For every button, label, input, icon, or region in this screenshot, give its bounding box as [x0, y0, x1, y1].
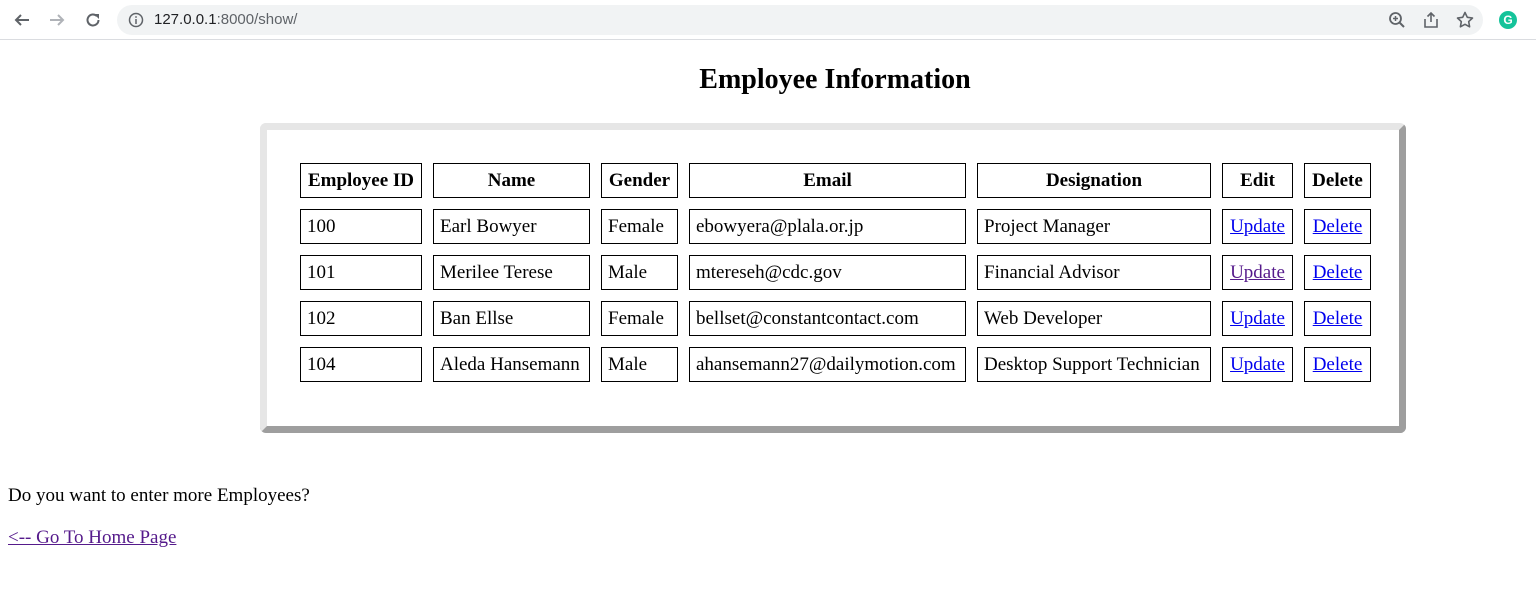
cell-name: Merilee Terese [433, 255, 590, 290]
url-text[interactable] [154, 5, 297, 35]
page-title: Employee Information [699, 64, 971, 95]
info-icon [128, 12, 144, 28]
table-row [300, 347, 1371, 382]
cell-designation: Desktop Support Technician [977, 347, 1211, 382]
site-info-button[interactable] [128, 12, 144, 33]
employee-table-card [260, 123, 1406, 433]
table-row [300, 255, 1371, 290]
update-link[interactable]: Update [1230, 215, 1285, 237]
cell-name: Ban Ellse [433, 301, 590, 336]
cell-employee-id: 101 [300, 255, 422, 290]
update-link[interactable]: Update [1230, 307, 1285, 329]
update-link[interactable]: Update [1230, 261, 1285, 283]
header-gender: Gender [601, 163, 678, 198]
more-employees-question: Do you want to enter more Employees? [8, 485, 310, 506]
share-icon [1421, 10, 1441, 30]
cell-gender: Male [601, 347, 678, 382]
cell-employee-id: 102 [300, 301, 422, 336]
cell-designation: Financial Advisor [977, 255, 1211, 290]
cell-name: Earl Bowyer [433, 209, 590, 244]
header-designation: Designation [977, 163, 1211, 198]
cell-gender: Female [601, 209, 678, 244]
table-row [300, 301, 1371, 336]
reload-button[interactable] [79, 6, 107, 34]
zoom-icon [1387, 10, 1407, 30]
share-button[interactable] [1421, 10, 1441, 30]
update-link[interactable]: Update [1230, 353, 1285, 375]
table-header-row [300, 163, 1371, 198]
header-name: Name [433, 163, 590, 198]
header-email: Email [689, 163, 966, 198]
cell-employee-id: 100 [300, 209, 422, 244]
browser-toolbar [0, 0, 1536, 40]
cell-edit [1222, 347, 1293, 382]
cell-employee-id: 104 [300, 347, 422, 382]
address-bar[interactable] [117, 5, 1483, 35]
header-delete: Delete [1304, 163, 1371, 198]
cell-delete [1304, 347, 1371, 382]
back-button[interactable] [8, 6, 36, 34]
reload-icon [84, 11, 102, 29]
arrow-right-icon [48, 11, 66, 29]
url-path: :8000/show/ [216, 11, 298, 28]
arrow-left-icon [13, 11, 31, 29]
home-page-link[interactable]: <-- Go To Home Page [8, 527, 177, 548]
cell-gender: Female [601, 301, 678, 336]
url-host: 127.0.0.1 [154, 11, 217, 28]
employee-table [289, 152, 1382, 393]
cell-delete [1304, 301, 1371, 336]
zoom-button[interactable] [1387, 10, 1407, 30]
header-edit: Edit [1222, 163, 1293, 198]
delete-link[interactable]: Delete [1312, 353, 1363, 375]
cell-designation: Web Developer [977, 301, 1211, 336]
delete-link[interactable]: Delete [1312, 261, 1363, 283]
cell-edit [1222, 255, 1293, 290]
cell-email: ahansemann27@dailymotion.com [689, 347, 966, 382]
table-row [300, 209, 1371, 244]
cell-email: mtereseh@cdc.gov [689, 255, 966, 290]
cell-edit [1222, 209, 1293, 244]
cell-email: bellset@constantcontact.com [689, 301, 966, 336]
header-employee-id: Employee ID [300, 163, 422, 198]
cell-edit [1222, 301, 1293, 336]
cell-delete [1304, 255, 1371, 290]
star-icon [1455, 10, 1475, 30]
grammarly-icon[interactable]: G [1499, 11, 1517, 29]
cell-delete [1304, 209, 1371, 244]
delete-link[interactable]: Delete [1312, 215, 1363, 237]
delete-link[interactable]: Delete [1312, 307, 1363, 329]
cell-gender: Male [601, 255, 678, 290]
cell-email: ebowyera@plala.or.jp [689, 209, 966, 244]
cell-name: Aleda Hansemann [433, 347, 590, 382]
forward-button[interactable] [43, 6, 71, 34]
cell-designation: Project Manager [977, 209, 1211, 244]
bookmark-button[interactable] [1455, 10, 1475, 30]
